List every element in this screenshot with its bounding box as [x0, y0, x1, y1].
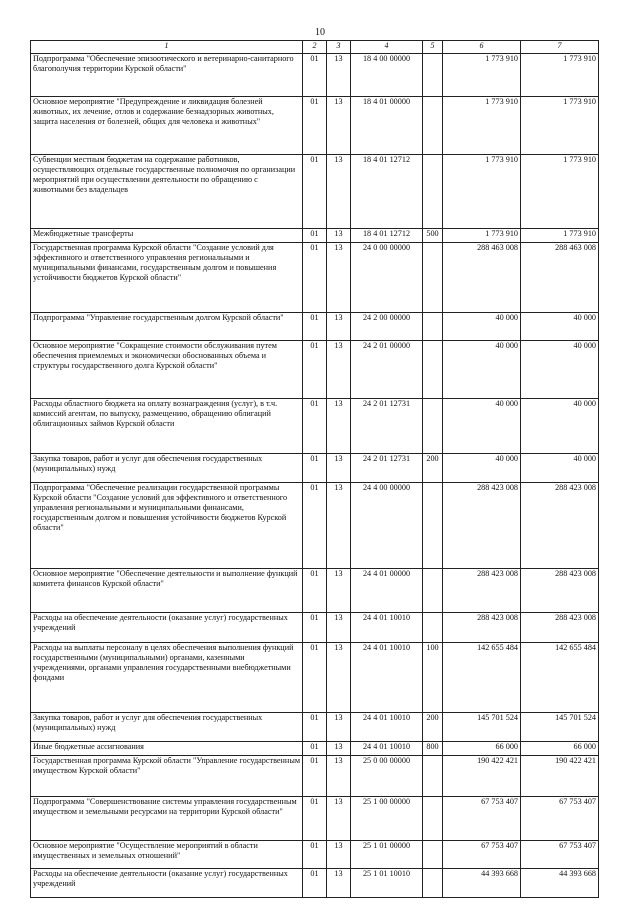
header-cell: 6 [443, 41, 521, 54]
row-amount-2: 145 701 524 [521, 713, 599, 742]
row-expense-type [423, 97, 443, 155]
row-section: 01 [303, 454, 327, 483]
row-amount-2: 40 000 [521, 454, 599, 483]
row-name: Субвенции местным бюджетам на содержание работников, осуществляющих отдельные государственные полномочия по организации мероприятий при осуществлении деятельности по обращению с животными без владельцев [31, 155, 303, 229]
row-amount-1: 288 463 008 [443, 243, 521, 313]
row-name: Государственная программа Курской области "Создание условий для эффективного и ответственного управления региональными и муниципальными финансами, государственным долгом и повышения устойчивости бюджетов Курской области" [31, 243, 303, 313]
row-target-article: 24 2 01 12731 [351, 399, 423, 454]
row-amount-2: 67 753 407 [521, 797, 599, 841]
row-name: Основное мероприятие "Сокращение стоимости обслуживания путем обеспечения приемлемых и экономически обоснованных объема и структуры государственного долга Курской области" [31, 341, 303, 399]
row-amount-1: 40 000 [443, 341, 521, 399]
row-amount-2: 1 773 910 [521, 155, 599, 229]
row-amount-2: 288 423 008 [521, 569, 599, 613]
row-target-article: 18 4 01 12712 [351, 155, 423, 229]
row-section: 01 [303, 841, 327, 869]
row-target-article: 24 4 01 10010 [351, 613, 423, 643]
row-section: 01 [303, 756, 327, 797]
row-name: Иные бюджетные ассигнования [31, 742, 303, 756]
row-expense-type [423, 613, 443, 643]
row-expense-type: 200 [423, 454, 443, 483]
row-amount-2: 288 463 008 [521, 243, 599, 313]
table-row [31, 399, 599, 454]
row-name: Подпрограмма "Обеспечение эпизоотического и ветеринарно-санитарного благополучия территории Курской области" [31, 54, 303, 97]
row-section: 01 [303, 713, 327, 742]
row-name: Расходы на обеспечение деятельности (оказание услуг) государственных учреждений [31, 869, 303, 898]
row-subsection: 13 [327, 229, 351, 243]
table-row [31, 841, 599, 869]
table-row [31, 313, 599, 341]
row-section: 01 [303, 869, 327, 898]
row-target-article: 24 2 00 00000 [351, 313, 423, 341]
header-cell: 5 [423, 41, 443, 54]
row-amount-2: 190 422 421 [521, 756, 599, 797]
row-expense-type: 800 [423, 742, 443, 756]
row-target-article: 24 4 01 10010 [351, 713, 423, 742]
table-row [31, 613, 599, 643]
table-row [31, 756, 599, 797]
row-amount-1: 1 773 910 [443, 54, 521, 97]
row-expense-type [423, 483, 443, 569]
row-name: Подпрограмма "Обеспечение реализации государственной программы Курской области "Создание условий для эффективного и ответственного управления региональными и муниципальными финансами, государственным долгом и повышения устойчивости бюджетов Курской области" [31, 483, 303, 569]
table-row [31, 742, 599, 756]
row-amount-1: 66 000 [443, 742, 521, 756]
row-amount-2: 67 753 407 [521, 841, 599, 869]
row-subsection: 13 [327, 756, 351, 797]
row-section: 01 [303, 797, 327, 841]
header-row [31, 41, 599, 54]
row-name: Расходы на выплаты персоналу в целях обеспечения выполнения функций государственными (муниципальными) органами, казенными учреждениями, органами управления государственными внебюджетными фондами [31, 643, 303, 713]
row-amount-1: 1 773 910 [443, 155, 521, 229]
row-name: Основное мероприятие "Предупреждение и ликвидация болезней животных, их лечение, отлов и содержание безнадзорных животных, защита населения от болезней, общих для человека и животных" [31, 97, 303, 155]
row-subsection: 13 [327, 483, 351, 569]
row-subsection: 13 [327, 54, 351, 97]
row-amount-2: 40 000 [521, 313, 599, 341]
row-amount-2: 288 423 008 [521, 483, 599, 569]
row-amount-1: 40 000 [443, 399, 521, 454]
row-section: 01 [303, 155, 327, 229]
row-subsection: 13 [327, 742, 351, 756]
table-row [31, 243, 599, 313]
row-amount-2: 1 773 910 [521, 54, 599, 97]
table-row [31, 713, 599, 742]
row-name: Основное мероприятие "Осуществление мероприятий в области имущественных и земельных отношений" [31, 841, 303, 869]
row-section: 01 [303, 613, 327, 643]
row-subsection: 13 [327, 869, 351, 898]
row-section: 01 [303, 569, 327, 613]
row-amount-1: 1 773 910 [443, 97, 521, 155]
row-expense-type [423, 869, 443, 898]
row-name: Закупка товаров, работ и услуг для обеспечения государственных (муниципальных) нужд [31, 713, 303, 742]
row-expense-type [423, 399, 443, 454]
row-subsection: 13 [327, 155, 351, 229]
row-amount-1: 288 423 008 [443, 483, 521, 569]
row-amount-2: 1 773 910 [521, 97, 599, 155]
table-row [31, 229, 599, 243]
row-subsection: 13 [327, 643, 351, 713]
row-amount-1: 190 422 421 [443, 756, 521, 797]
row-amount-2: 66 000 [521, 742, 599, 756]
row-expense-type [423, 341, 443, 399]
row-expense-type [423, 797, 443, 841]
row-subsection: 13 [327, 313, 351, 341]
row-target-article: 25 1 01 10010 [351, 869, 423, 898]
table-row [31, 341, 599, 399]
row-subsection: 13 [327, 713, 351, 742]
row-name: Государственная программа Курской области "Управление государственным имуществом Курской области" [31, 756, 303, 797]
table-row [31, 869, 599, 898]
row-expense-type [423, 243, 443, 313]
row-amount-1: 288 423 008 [443, 569, 521, 613]
row-amount-1: 40 000 [443, 313, 521, 341]
row-subsection: 13 [327, 841, 351, 869]
row-target-article: 18 4 00 00000 [351, 54, 423, 97]
row-expense-type [423, 756, 443, 797]
row-section: 01 [303, 54, 327, 97]
row-subsection: 13 [327, 341, 351, 399]
table-row [31, 569, 599, 613]
row-section: 01 [303, 341, 327, 399]
row-subsection: 13 [327, 569, 351, 613]
row-amount-1: 40 000 [443, 454, 521, 483]
row-amount-1: 145 701 524 [443, 713, 521, 742]
row-target-article: 25 0 00 00000 [351, 756, 423, 797]
header-cell: 7 [521, 41, 599, 54]
row-subsection: 13 [327, 613, 351, 643]
header-cell: 2 [303, 41, 327, 54]
row-expense-type [423, 569, 443, 613]
row-target-article: 24 2 01 12731 [351, 454, 423, 483]
row-amount-2: 142 655 484 [521, 643, 599, 713]
row-section: 01 [303, 742, 327, 756]
row-subsection: 13 [327, 97, 351, 155]
row-amount-1: 67 753 407 [443, 841, 521, 869]
row-target-article: 24 2 01 00000 [351, 341, 423, 399]
row-expense-type: 200 [423, 713, 443, 742]
row-section: 01 [303, 97, 327, 155]
row-section: 01 [303, 483, 327, 569]
row-target-article: 18 4 01 12712 [351, 229, 423, 243]
table-row [31, 483, 599, 569]
row-name: Закупка товаров, работ и услуг для обеспечения государственных (муниципальных) нужд [31, 454, 303, 483]
row-expense-type: 100 [423, 643, 443, 713]
row-section: 01 [303, 399, 327, 454]
row-name: Расходы на обеспечение деятельности (оказание услуг) государственных учреждений [31, 613, 303, 643]
row-section: 01 [303, 313, 327, 341]
row-name: Подпрограмма "Совершенствование системы управления государственным имуществом и земельными ресурсами на территории Курской области" [31, 797, 303, 841]
row-amount-1: 67 753 407 [443, 797, 521, 841]
row-subsection: 13 [327, 797, 351, 841]
table-row [31, 97, 599, 155]
row-target-article: 25 1 00 00000 [351, 797, 423, 841]
row-amount-1: 1 773 910 [443, 229, 521, 243]
header-cell: 3 [327, 41, 351, 54]
table-row [31, 454, 599, 483]
row-expense-type: 500 [423, 229, 443, 243]
table-row [31, 54, 599, 97]
header-cell: 4 [351, 41, 423, 54]
row-subsection: 13 [327, 454, 351, 483]
row-name: Расходы областного бюджета на оплату вознаграждения (услуг), в т.ч. комиссий агентам, по выпуску, размещению, обращению облигаций облигационных займов Курской области [31, 399, 303, 454]
row-expense-type [423, 841, 443, 869]
row-amount-2: 1 773 910 [521, 229, 599, 243]
table-row [31, 643, 599, 713]
row-amount-1: 142 655 484 [443, 643, 521, 713]
row-expense-type [423, 155, 443, 229]
row-amount-1: 288 423 008 [443, 613, 521, 643]
row-section: 01 [303, 229, 327, 243]
row-target-article: 24 4 01 00000 [351, 569, 423, 613]
page-number: 10 [315, 27, 325, 38]
row-subsection: 13 [327, 243, 351, 313]
row-section: 01 [303, 243, 327, 313]
row-name: Межбюджетные трансферты [31, 229, 303, 243]
row-amount-2: 44 393 668 [521, 869, 599, 898]
row-amount-2: 40 000 [521, 399, 599, 454]
row-name: Основное мероприятие "Обеспечение деятельности и выполнение функций комитета финансов Курской области" [31, 569, 303, 613]
table-row [31, 797, 599, 841]
table-row [31, 155, 599, 229]
row-subsection: 13 [327, 399, 351, 454]
row-amount-1: 44 393 668 [443, 869, 521, 898]
row-section: 01 [303, 643, 327, 713]
row-target-article: 24 4 01 10010 [351, 742, 423, 756]
budget-table [30, 40, 599, 898]
row-name: Подпрограмма "Управление государственным долгом Курской области" [31, 313, 303, 341]
row-target-article: 24 4 00 00000 [351, 483, 423, 569]
row-target-article: 18 4 01 00000 [351, 97, 423, 155]
row-target-article: 24 0 00 00000 [351, 243, 423, 313]
row-target-article: 25 1 01 00000 [351, 841, 423, 869]
row-target-article: 24 4 01 10010 [351, 643, 423, 713]
row-amount-2: 288 423 008 [521, 613, 599, 643]
row-expense-type [423, 313, 443, 341]
row-expense-type [423, 54, 443, 97]
row-amount-2: 40 000 [521, 341, 599, 399]
header-cell: 1 [31, 41, 303, 54]
